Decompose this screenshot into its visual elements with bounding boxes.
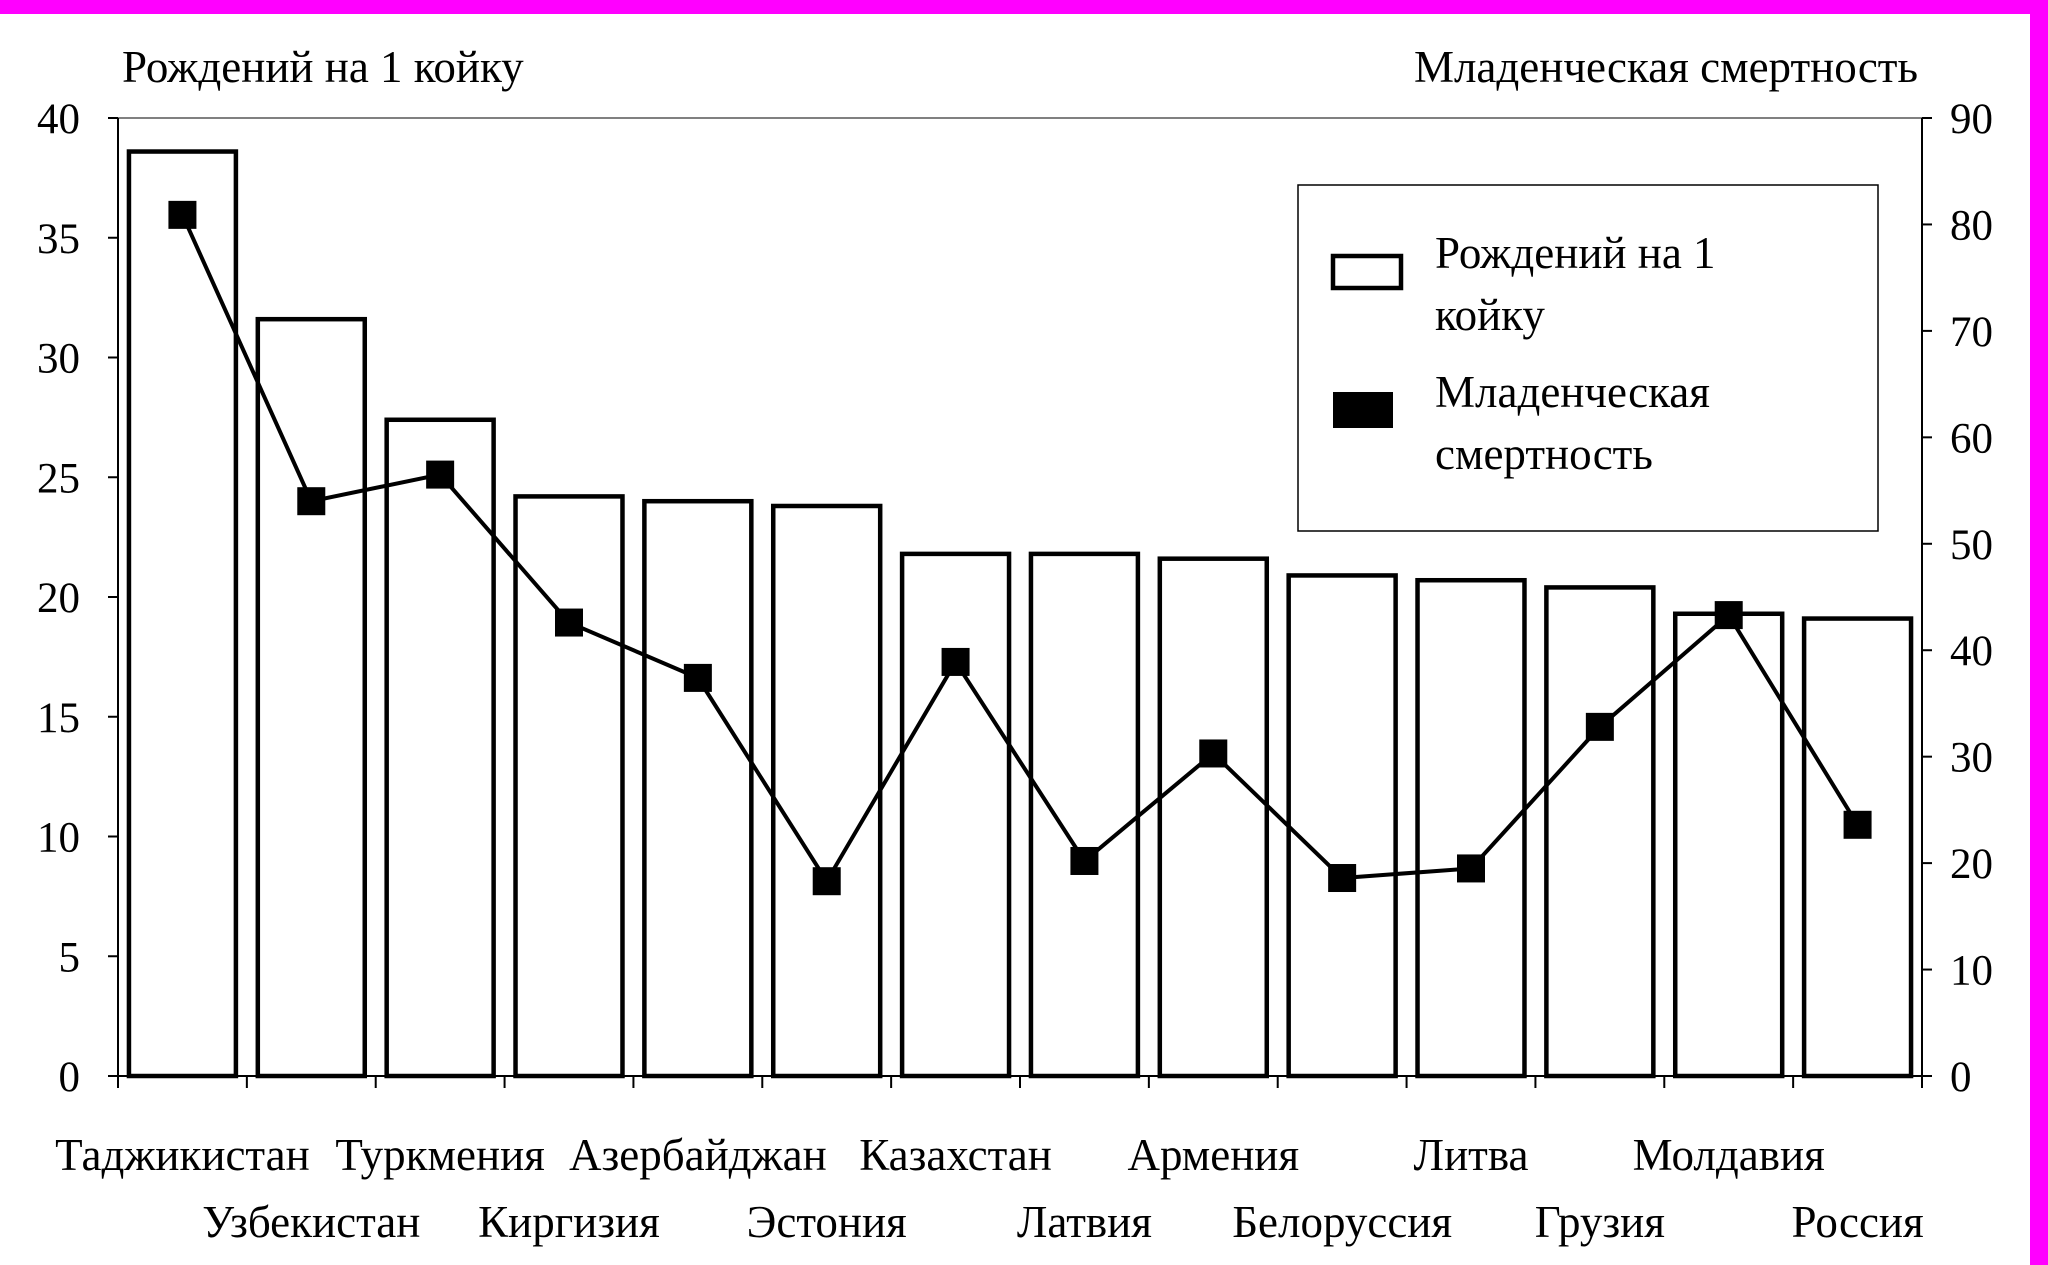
category-label: Литва [1413, 1130, 1529, 1180]
left-tick-label: 35 [37, 215, 80, 263]
left-tick-label: 0 [58, 1054, 80, 1101]
bar [773, 506, 880, 1076]
legend-label: Младенческая [1435, 367, 1710, 417]
legend-label: Рождений на 1 [1435, 228, 1716, 278]
category-label: Казахстан [859, 1130, 1052, 1180]
line-marker [813, 867, 841, 895]
left-tick-label: 5 [58, 934, 80, 982]
left-tick-label: 20 [37, 575, 80, 622]
line-marker [684, 664, 712, 692]
right-tick-label: 90 [1950, 96, 1993, 143]
left-axis-title: Рождений на 1 койку [122, 42, 524, 92]
category-label: Узбекистан [202, 1197, 421, 1247]
category-label: Азербайджан [568, 1130, 827, 1180]
bar [1546, 587, 1653, 1076]
legend-label: смертность [1435, 429, 1653, 479]
legend-line-symbol [1333, 392, 1393, 428]
right-tick-label: 30 [1950, 734, 1993, 782]
bar [1160, 559, 1267, 1076]
legend-label: койку [1435, 290, 1545, 340]
left-tick-label: 30 [37, 335, 80, 383]
category-label: Армения [1127, 1130, 1300, 1180]
left-tick-label: 10 [37, 814, 80, 862]
right-tick-label: 20 [1950, 841, 1993, 889]
category-label: Россия [1791, 1197, 1924, 1247]
legend-bar-symbol [1333, 256, 1401, 288]
bar [1031, 554, 1138, 1076]
line-marker [168, 201, 196, 229]
line-marker [297, 487, 325, 515]
bar [902, 554, 1009, 1076]
left-tick-label: 25 [37, 455, 80, 503]
right-tick-label: 80 [1950, 202, 1993, 250]
left-tick-label: 15 [37, 694, 80, 742]
right-tick-label: 70 [1950, 308, 1993, 356]
line-marker [426, 461, 454, 489]
line-marker [555, 609, 583, 637]
right-tick-label: 0 [1950, 1054, 1972, 1101]
bar [644, 501, 751, 1076]
left-tick-label: 40 [37, 96, 80, 143]
right-tick-label: 50 [1950, 521, 1993, 569]
bar [1289, 575, 1396, 1076]
bar [129, 152, 236, 1076]
category-label: Киргизия [478, 1197, 660, 1247]
category-label: Латвия [1016, 1197, 1152, 1247]
bar [516, 496, 623, 1076]
right-tick-label: 10 [1950, 947, 1993, 995]
right-tick-label: 60 [1950, 415, 1993, 463]
right-tick-label: 40 [1950, 628, 1993, 676]
category-label: Таджикистан [55, 1130, 310, 1180]
line-marker [1844, 811, 1872, 839]
line-marker [1070, 847, 1098, 875]
category-label: Белоруссия [1232, 1197, 1453, 1247]
category-label: Эстония [746, 1197, 907, 1247]
category-label: Молдавия [1632, 1130, 1825, 1180]
bar [1804, 619, 1911, 1076]
line-marker [1199, 739, 1227, 767]
line-marker [1457, 854, 1485, 882]
line-marker [1715, 601, 1743, 629]
category-label: Грузия [1534, 1197, 1665, 1247]
bar [258, 319, 365, 1076]
line-marker [1328, 864, 1356, 892]
right-axis-title: Младенческая смертность [1413, 42, 1918, 92]
bar [1675, 614, 1782, 1076]
line-marker [1586, 713, 1614, 741]
category-label: Туркмения [335, 1130, 545, 1180]
legend [1298, 185, 1878, 531]
line-marker [942, 648, 970, 676]
